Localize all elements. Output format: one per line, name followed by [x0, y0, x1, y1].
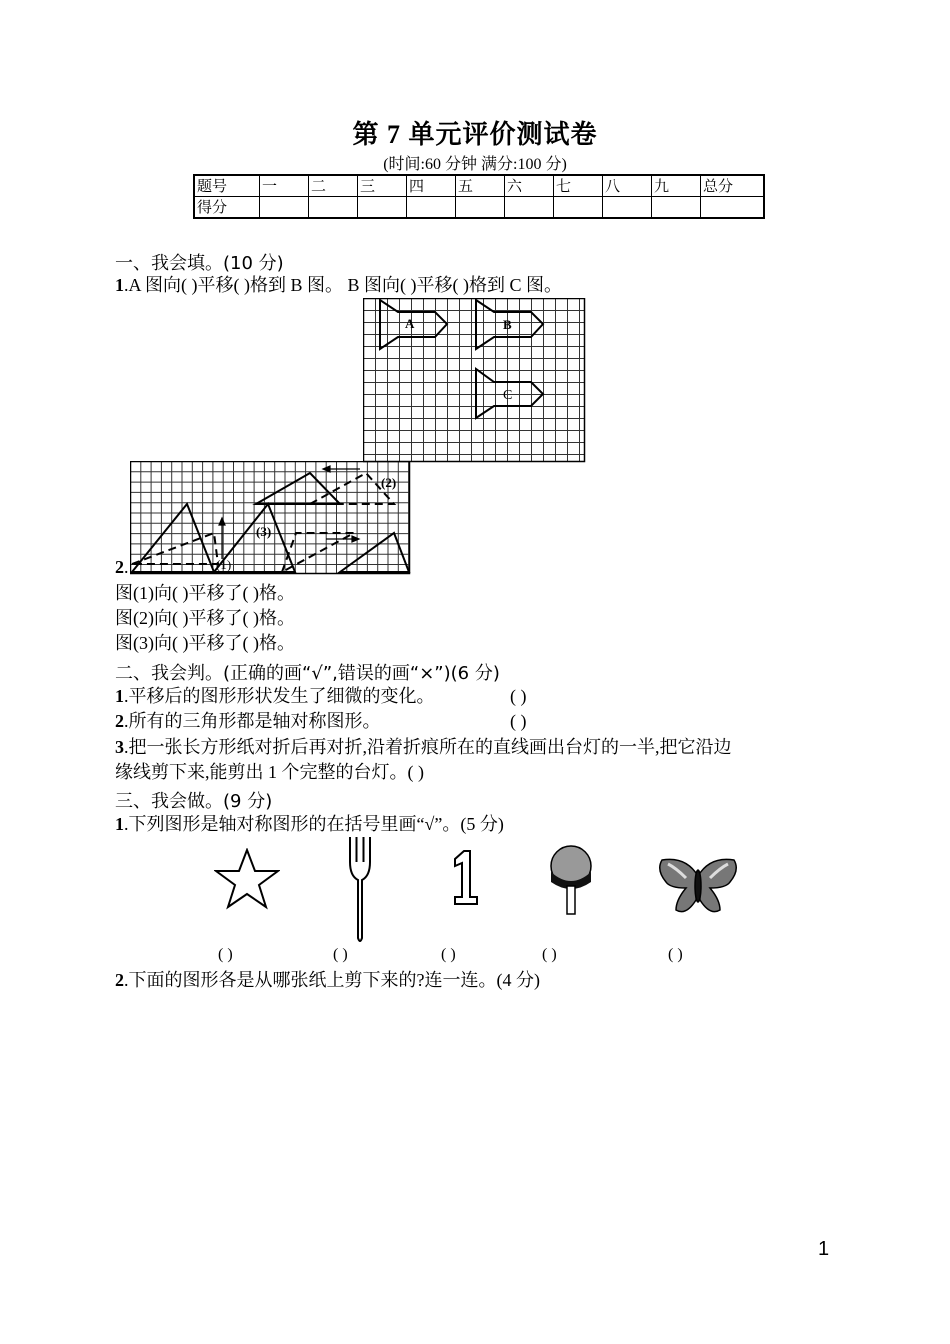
section3-q1 — [115, 812, 504, 837]
translation-grid-figure-1 — [363, 298, 587, 464]
question-text: .下列图形是轴对称图形的在括号里画“√”。(5 分) — [124, 814, 504, 834]
score-table-score-row — [194, 197, 764, 219]
section1-q2-line-1: 图(1)向( )平移了( )格。 — [115, 583, 295, 603]
score-input-cell[interactable] — [407, 197, 456, 219]
score-table-cell: 八 — [603, 175, 652, 197]
shape-label-c: C — [503, 388, 513, 403]
score-table-cell: 题号 — [194, 175, 260, 197]
section1-heading: 一、我会填。(10 分) — [115, 253, 284, 274]
page-number: 1 — [818, 1238, 830, 1260]
answer-blank[interactable]: ( ) — [668, 946, 683, 963]
score-input-cell[interactable] — [505, 197, 554, 219]
score-table-cell: 七 — [554, 175, 603, 197]
score-table-cell: 五 — [456, 175, 505, 197]
section1-q2-line-3: 图(3)向( )平移了( )格。 — [115, 633, 295, 653]
score-input-cell[interactable] — [701, 197, 765, 219]
question-text: .下面的图形各是从哪张纸上剪下来的?连一连。(4 分) — [124, 970, 540, 990]
question-number: 3 — [115, 737, 124, 757]
question-number: 1 — [115, 814, 124, 834]
page-title: 第 7 单元评价测试卷 — [352, 120, 598, 149]
question-text: .所有的三角形都是轴对称图形。 — [124, 711, 381, 731]
question-text: .A 图向( )平移( )格到 B 图。 B 图向( )平移( )格到 C 图。 — [124, 275, 562, 295]
page-subtitle: (时间:60 分钟 满分:100 分) — [383, 156, 567, 173]
score-input-cell[interactable] — [260, 197, 309, 219]
score-table-cell: 二 — [309, 175, 358, 197]
figure-label-1: (1) — [216, 557, 232, 572]
fork-icon — [345, 834, 375, 946]
section2-item-3 — [115, 735, 732, 760]
section1-q1 — [115, 273, 562, 298]
score-table-cell: 六 — [505, 175, 554, 197]
question-number: 2 — [115, 711, 124, 731]
question-dot: . — [124, 557, 129, 577]
score-table-cell: 总分 — [701, 175, 765, 197]
section2-item-1 — [115, 684, 435, 709]
section2-item-3-continued: 缘线剪下来,能剪出 1 个完整的台灯。( ) — [115, 762, 424, 782]
answer-blank[interactable]: ( ) — [441, 946, 456, 963]
score-table-cell: 九 — [652, 175, 701, 197]
score-table-header-row — [194, 175, 764, 197]
butterfly-icon — [656, 856, 740, 918]
digit-one-icon — [450, 849, 480, 907]
shape-label-a: A — [405, 316, 415, 331]
section3-q2 — [115, 968, 540, 993]
question-number: 2 — [115, 557, 124, 577]
answer-blank[interactable]: ( ) — [218, 946, 233, 963]
score-input-cell[interactable] — [456, 197, 505, 219]
score-input-cell[interactable] — [652, 197, 701, 219]
question-text: .把一张长方形纸对折后再对折,沿着折痕所在的直线画出台灯的一半,把它沿边 — [124, 737, 732, 757]
question-text: .平移后的图形形状发生了细微的变化。 — [124, 686, 435, 706]
answer-blank[interactable]: ( ) — [333, 946, 348, 963]
score-input-cell[interactable] — [603, 197, 652, 219]
section1-q2-number — [115, 555, 129, 580]
figure-label-3: (3) — [256, 524, 272, 539]
score-table-cell: 得分 — [194, 197, 260, 219]
score-table-cell: 三 — [358, 175, 407, 197]
section3-heading: 三、我会做。(9 分) — [115, 791, 273, 812]
answer-blank[interactable]: ( ) — [542, 946, 557, 963]
ping-pong-paddle-icon — [548, 844, 594, 916]
section1-q2-line-2: 图(2)向( )平移了( )格。 — [115, 608, 295, 628]
question-number: 2 — [115, 970, 124, 990]
section2-heading: 二、我会判。(正确的画“√”,错误的画“×”)(6 分) — [115, 663, 500, 684]
shape-label-b: B — [503, 317, 512, 332]
figure-label-2: (2) — [381, 475, 397, 490]
section2-item-2 — [115, 709, 381, 734]
score-input-cell[interactable] — [554, 197, 603, 219]
answer-blank[interactable]: ( ) — [510, 711, 527, 731]
answer-blank[interactable]: ( ) — [510, 686, 527, 706]
score-table — [193, 174, 765, 219]
question-number: 1 — [115, 275, 124, 295]
score-input-cell[interactable] — [309, 197, 358, 219]
score-table-cell: 四 — [407, 175, 456, 197]
score-table-cell: 一 — [260, 175, 309, 197]
translation-grid-figure-2 — [130, 461, 412, 577]
question-number: 1 — [115, 686, 124, 706]
score-input-cell[interactable] — [358, 197, 407, 219]
star-icon — [214, 848, 280, 910]
